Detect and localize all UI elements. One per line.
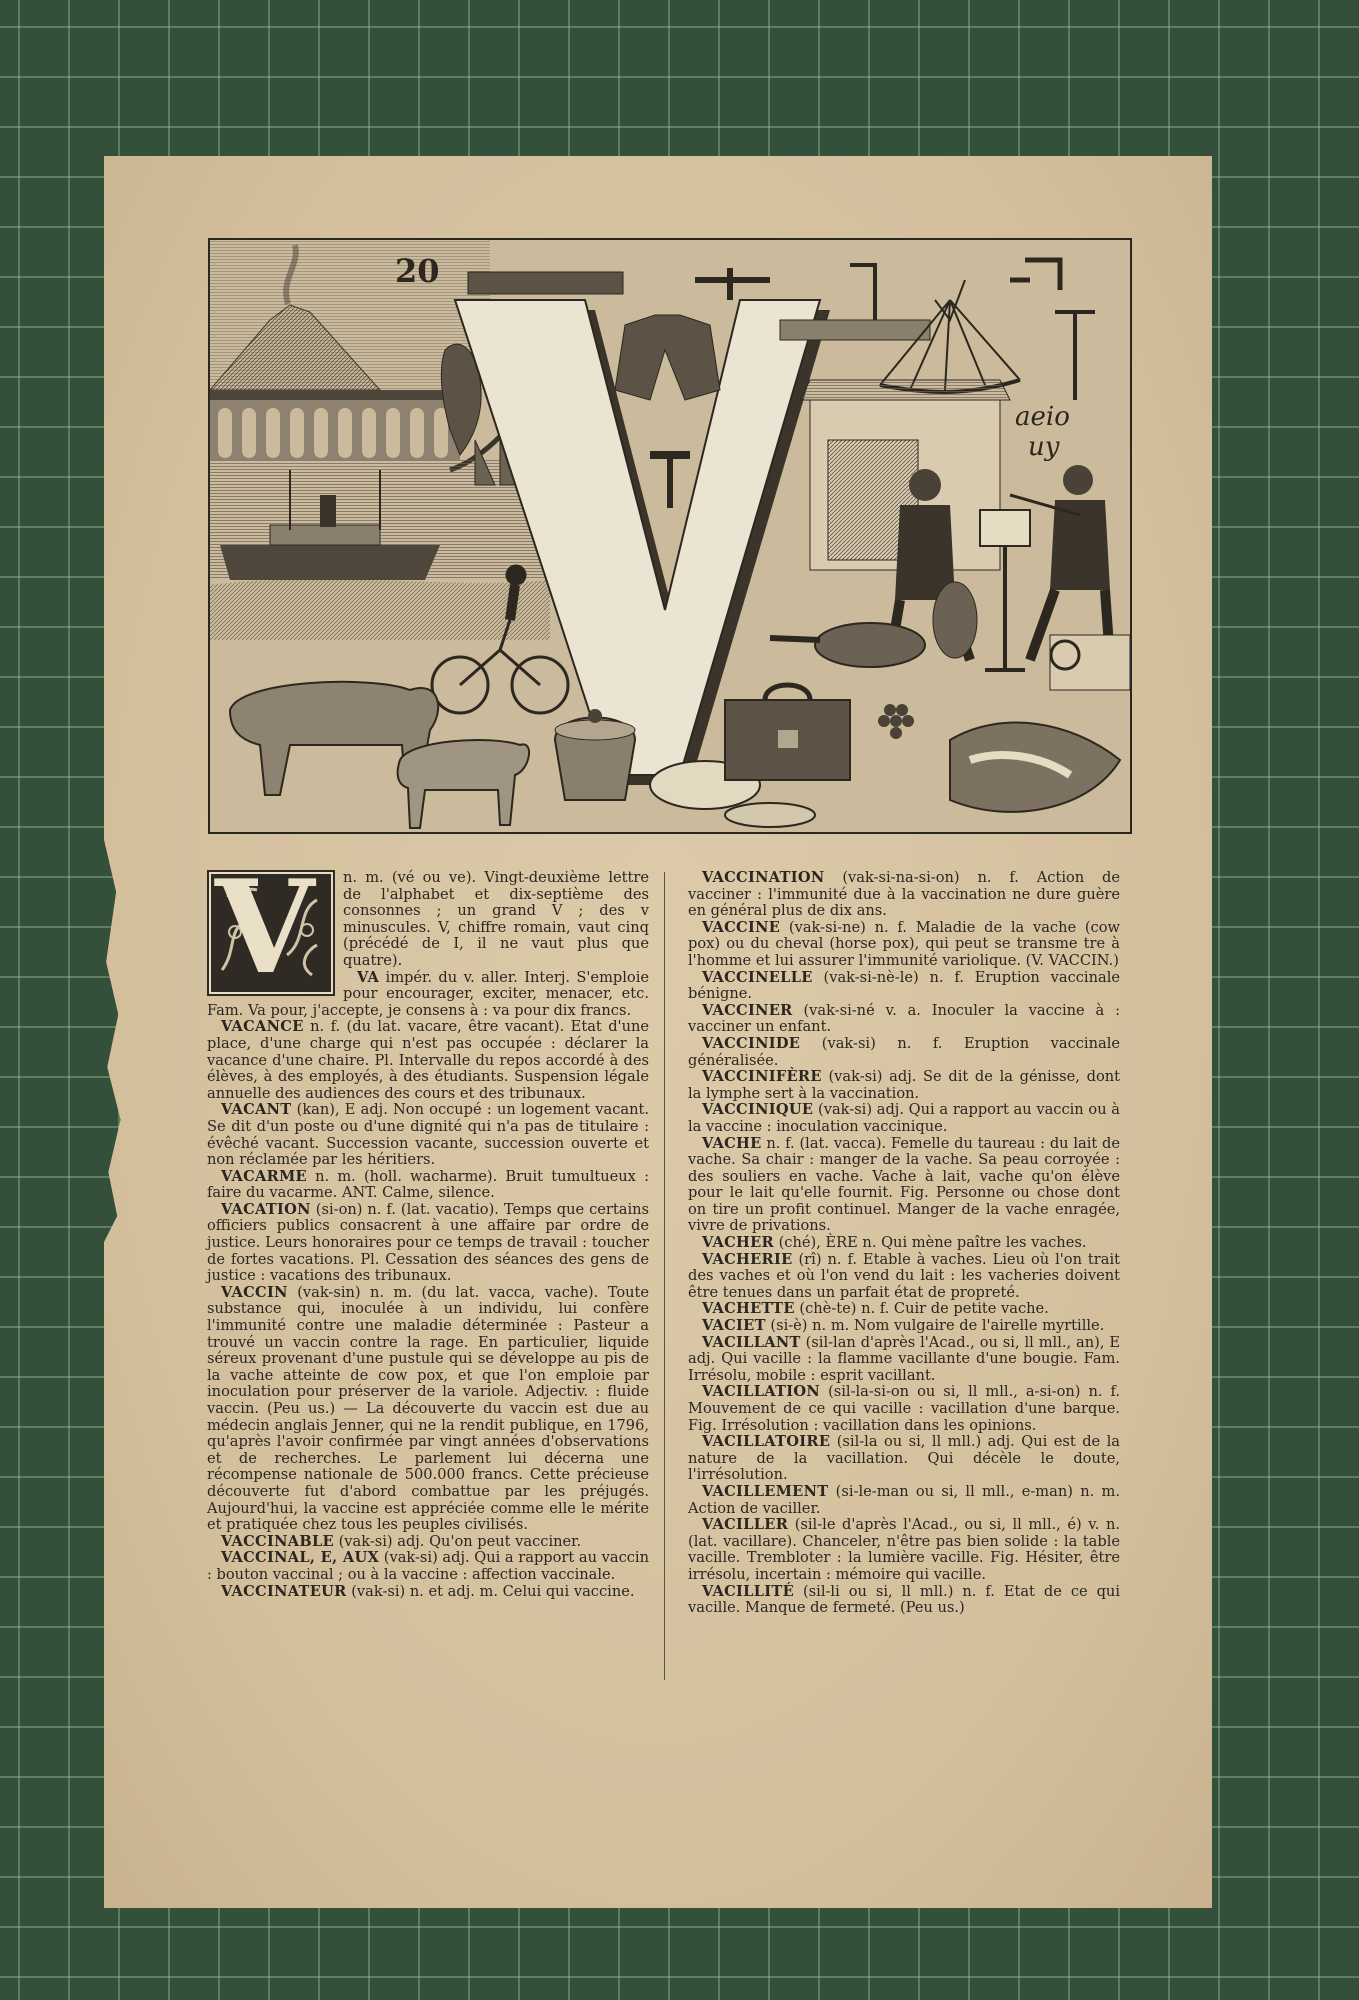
right-column: [688, 870, 1120, 1617]
entry-vaciet: VACIET (si-è) n. m. Nom vulgaire de l'airelle myrtille.: [702, 1317, 1105, 1335]
entry-vachette: VACHETTE (chè-te) n. f. Cuir de petite vache.: [702, 1300, 1049, 1318]
script-vowels-line2: uy: [1028, 432, 1060, 462]
tureen-icon: [555, 709, 635, 800]
plane-tool-icon: [468, 272, 623, 294]
entry-vacation: VACATION (si-on) n. f. (lat. vacatio). Temps que certains officiers publics consacrent à une affaire par ordre de justice. Leurs honoraires pour ce temps de travail : toucher de fortes vacations. Pl. Cessation des séances des gens de justice : vacations des tribunaux.: [207, 1200, 650, 1285]
illustration-plate: [208, 238, 1132, 834]
entry-vaccin: VACCIN (vak-sin) n. m. (du lat. vacca, vache). Toute substance qui, inoculée à un individu, lui confère l'immunité contre une maladie déterminée : Pasteur a trouvé un vaccin contre la rage. En particulier, liquide séreux provenant d'une pustule qui se développe au pis de la vache atteinte de cow pox, et que l'on emploie par inoculation pour préserver de la variole. Adjectiv. : fluide vaccin. (Peu us.) — La découverte du vaccin est due au médecin anglais Jenner, qui ne la rendit publique, en 1796, qu'après l'avoir confirmée par vingt années d'observations et de recherches. Le parlement lui décerna une récompense nationale de 500.000 francs. Cette précieuse découverte fut d'abord combattue par les préjugés. Aujourd'hui, la vaccine est appréciée comme elle le mérite et pratiquée chez tous les peuples civilisés.: [207, 1283, 650, 1534]
entry-vacillite: VACILLITÉ (sil-li ou si, ll mll.) n. f. Etat de ce qui vacille. Manque de fermeté. (Peu us.): [688, 1582, 1120, 1617]
aqueduct-icon: [210, 390, 460, 460]
column-divider: [664, 872, 665, 1680]
plate-icon: [725, 803, 815, 827]
entry-vaccinable: VACCINABLE (vak-si) adj. Qu'on peut vacciner.: [221, 1532, 582, 1550]
entry-vaccinide: VACCINIDE (vak-si) n. f. Eruption vaccinale généralisée.: [688, 1034, 1121, 1069]
entry-vacillation: VACILLATION (sil-la-si-on ou si, ll mll., a-si-on) n. f. Mouvement de ce qui vacille : vacillation d'une barque. Fig. Irrésolution : vacillation dans les opinions.: [688, 1383, 1121, 1434]
entry-vacciner: VACCINER (vak-si-né v. a. Inoculer la vaccine à : vacciner un enfant.: [688, 1001, 1121, 1036]
entry-v: n. m. (vé ou ve). Vingt-deuxième lettre de l'alphabet et dix-septième des consonnes ; un grand V ; des v minuscules. V, chiffre romain, vaut cinq (précédé de I, il ne vaut plus que quatre).: [343, 869, 649, 969]
left-column: [207, 853, 650, 1600]
entry-vacarme: VACARME n. m. (holl. wacharme). Bruit tumultueux : faire du vacarme. ANT. Calme, silence.: [207, 1167, 649, 1202]
entry-va: VA impér. du v. aller. Interj. S'emploie pour encourager, exciter, menacer, etc. Fam. Va pour, j'accepte, je consens à : va pour dix francs.: [207, 968, 650, 1019]
script-vowels-line1: aeio: [1015, 402, 1070, 432]
vise-icon: [780, 320, 930, 340]
entry-vaciller: VACILLER (sil-le d'après l'Acad., ou si, ll mll., é) v. n. (lat. vacillare). Chanceler, n'être pas bien solide : la table vacille. Trembloter : la lumière vacille. Fig. Hésiter, être irrésolu, incertain : mémoire qui vacille.: [688, 1516, 1120, 1583]
entry-vacillement: VACILLEMENT (si-le-man ou si, ll mll., e-man) n. m. Action de vaciller.: [688, 1482, 1120, 1517]
entry-vaccinateur: VACCINATEUR (vak-si) n. et adj. m. Celui qui vaccine.: [221, 1582, 635, 1600]
illustration-scene: [210, 240, 1130, 832]
entry-vacillatoire: VACILLATOIRE (sil-la ou si, ll mll.) adj. Qui est de la nature de la vacillation. Qui décèle le doute, l'irrésolution.: [688, 1433, 1120, 1484]
valise-icon: [725, 685, 850, 780]
entry-vaccinique: VACCINIQUE (vak-si) adj. Qui a rapport au vaccin ou à la vaccine : inoculation vaccinique.: [688, 1101, 1121, 1135]
entry-vaccination: VACCINATION (vak-si-na-si-on) n. f. Action de vacciner : l'immunité due à la vaccination ne dure guère en général plus de dix ans.: [688, 869, 1121, 920]
entry-vaccine: VACCINE (vak-si-ne) n. f. Maladie de la vache (cow pox) ou du cheval (horse pox), qui peut se transme tre à l'homme et lui assurer l'immunité variolique. (V. VACCIN.): [688, 918, 1121, 969]
entry-vaccinelle: VACCINELLE (vak-si-nè-le) n. f. Eruption vaccinale bénigne.: [688, 968, 1121, 1003]
drop-cap-letter: V: [215, 853, 315, 1003]
column-capital-icon: [1050, 635, 1130, 690]
entry-vacance: VACANCE n. f. (du lat. vacare, être vacant). Etat d'une place, d'une charge qui n'est pas occupée : déclarer la vacance d'une chaire. Pl. Intervalle du repos accordé à des élèves, à des employés, à des étudiants. Suspension légale annuelle des audiences des cours et des tribunaux.: [207, 1018, 649, 1102]
entry-vacant: VACANT (kan), E adj. Non occupé : un logement vacant. Se dit d'un poste ou d'une dignité qui n'a pas de titulaire : évêché vacant. Succession vacante, succession ouverte et non réclamée par les héritiers.: [207, 1101, 650, 1169]
entry-vache: VACHE n. f. (lat. vacca). Femelle du taureau : du lait de vache. Sa chair : manger de la vache. Sa peau corroyée : des souliers en vache. Vache à lait, vache qu'on élève pour le lait qu'elle fournit. Fig. Personne ou chose dont on tire un profit continuel. Manger de la vache enragée, vivre de privations.: [688, 1134, 1121, 1235]
entry-vacher: VACHER (ché), ÈRE n. Qui mène paître les vaches.: [702, 1234, 1087, 1252]
page-number: 20: [395, 252, 440, 290]
entry-vacillant: VACILLANT (sil-lan d'après l'Acad., ou si, ll mll., an), E adj. Qui vacille : la flamme vacillante d'une bougie. Fam. Irrésolu, mobile : esprit vacillant.: [688, 1333, 1121, 1384]
entry-vaccinal: VACCINAL, E, AUX (vak-si) adj. Qui a rapport au vaccin : bouton vaccinal ; ou à la vaccine : affection vaccinale.: [207, 1549, 649, 1583]
entry-vaccinifere: VACCINIFÈRE (vak-si) adj. Se dit de la génisse, dont la lymphe sert à la vaccination.: [688, 1068, 1121, 1102]
entry-vacherie: VACHERIE (rî) n. f. Etable à vaches. Lieu où l'on trait des vaches et où l'on vend du lait : les vacheries doivent être tenues dans un parfait état de propreté.: [688, 1250, 1120, 1301]
drop-cap: [207, 853, 335, 1003]
